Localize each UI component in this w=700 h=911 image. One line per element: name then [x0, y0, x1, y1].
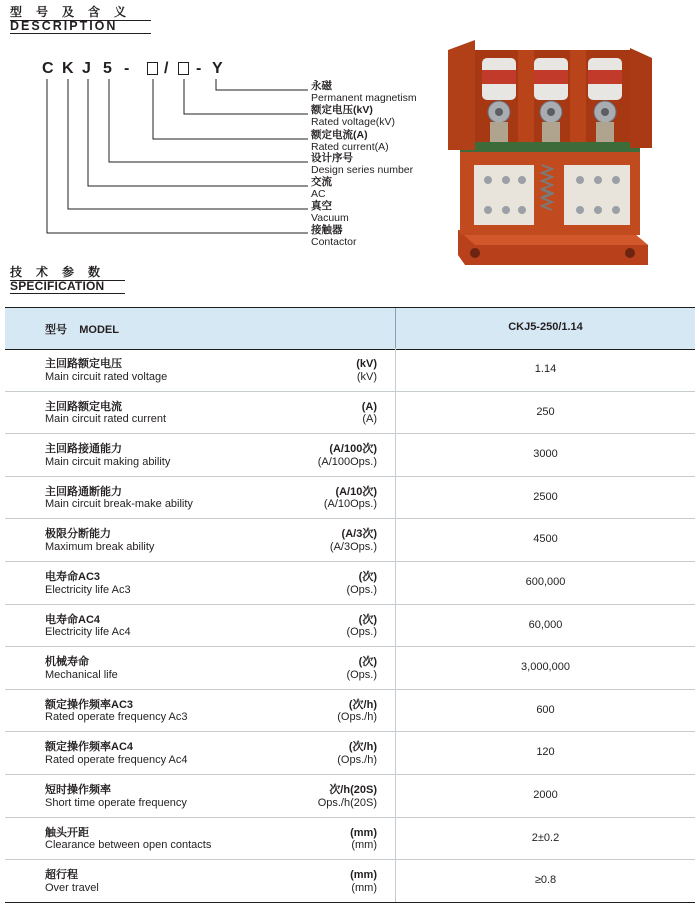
parameter-unit: 次/h(20S) Ops./h(20S) [317, 784, 377, 809]
parameter-value: 4500 [533, 533, 558, 546]
code-char-c: C [42, 60, 54, 77]
parameter-label: 主回路通断能力 Main circuit break-make ability [45, 485, 193, 511]
parameter-unit: (次/h) (Ops./h) [337, 698, 377, 724]
parameter-value: 2±0.2 [531, 831, 560, 844]
table-row [5, 859, 695, 903]
parameter-unit: (次) (Ops.) [346, 613, 377, 639]
table-row [5, 476, 695, 520]
parameter-label: 触头开距 Clearance between open contacts [45, 826, 212, 852]
parameter-label: 主回路接通能力 Main circuit making ability [45, 443, 171, 468]
model-name: CKJ5-250/1.14 [508, 321, 583, 333]
table-row [5, 731, 695, 775]
parameter-unit: (mm) (mm) [350, 826, 377, 852]
legend-contactor: 接触器 Contactor [311, 224, 357, 248]
parameter-value: 3,000,000 [521, 661, 570, 674]
table-row [5, 561, 695, 605]
legend-design-series: 设计序号 Design series number [311, 152, 414, 176]
table-row [5, 817, 695, 861]
legend-permanent-magnetism: 永磁 Permanent magnetism [311, 80, 417, 104]
parameter-unit: (次) (Ops.) [346, 571, 377, 596]
table-row [5, 774, 695, 818]
table-row [5, 391, 695, 435]
parameter-label: 超行程 Over travel [45, 869, 99, 894]
parameter-label: 主回路额定电压 Main circuit rated voltage [45, 358, 168, 383]
parameter-value: 1.14 [534, 363, 557, 375]
parameter-value: 250 [536, 405, 555, 418]
legend-vacuum: 真空 Vacuum [311, 200, 349, 224]
parameter-label: 极限分断能力 Maximum break ability [45, 528, 155, 553]
table-row [5, 604, 695, 648]
parameter-unit: (A/100次) (A/100Ops.) [317, 443, 377, 468]
table-row [5, 518, 695, 562]
legend-ac: 交流 AC [311, 176, 332, 200]
specification-title-cn: 技术参数 [10, 265, 115, 279]
model-header-label: 型号 MODEL [45, 324, 119, 336]
parameter-label: 短时操作频率 Short time operate frequency [45, 784, 187, 809]
parameter-unit: (mm) (mm) [350, 869, 377, 894]
parameter-unit: (A/3次) (A/3Ops.) [329, 528, 377, 553]
table-row [5, 646, 695, 690]
parameter-label: 主回路额定电流 Main circuit rated current [45, 400, 167, 426]
code-char-dash: - [124, 60, 130, 77]
parameter-unit: (次) (Ops.) [346, 656, 377, 681]
heading-divider [10, 280, 125, 281]
model-code-diagram [0, 0, 440, 260]
legend-rated-current: 额定电流(A) Rated current(A) [311, 129, 389, 153]
code-char-5: 5 [103, 60, 112, 77]
parameter-value: 60,000 [528, 618, 563, 631]
parameter-value: 2500 [533, 490, 558, 503]
parameter-unit: (kV) (kV) [356, 358, 377, 383]
parameter-label: 电寿命AC4 Electricity life Ac4 [45, 613, 131, 639]
parameter-value: 3000 [533, 448, 558, 461]
parameter-value: 2000 [533, 789, 558, 801]
code-char-j: J [82, 60, 91, 77]
description-title-cn: 型号及含义 [10, 5, 141, 19]
code-char-y: Y [212, 60, 223, 77]
code-char-slash: / [164, 60, 169, 77]
description-title-en: DESCRIPTION [10, 19, 118, 33]
parameter-label: 机械寿命 Mechanical life [45, 656, 118, 681]
parameter-value: ≥0.8 [534, 874, 557, 887]
table-row [5, 348, 695, 392]
specification-title-en: SPECIFICATION [10, 279, 105, 293]
code-char-dash-2: - [196, 60, 202, 77]
parameter-label: 电寿命AC3 Electricity life Ac3 [45, 571, 131, 596]
table-row [5, 689, 695, 733]
parameter-unit: (A/10次) (A/10Ops.) [323, 485, 377, 511]
parameter-value: 600,000 [525, 576, 566, 588]
parameter-label: 额定操作频率AC4 Rated operate frequency Ac4 [45, 741, 188, 766]
parameter-value: 600 [536, 703, 555, 716]
spec-table-header [5, 307, 695, 350]
specification-heading [10, 265, 125, 294]
parameter-label: 额定操作频率AC3 Rated operate frequency Ac3 [45, 698, 188, 724]
parameter-unit: (A) (A) [361, 400, 377, 426]
legend-rated-voltage: 额定电压(kV) Rated voltage(kV) [311, 104, 396, 128]
table-row [5, 433, 695, 477]
parameter-unit: (次/h) (Ops./h) [337, 741, 377, 766]
code-char-k: K [62, 60, 74, 77]
contactor-product-image [430, 40, 655, 270]
parameter-value: 120 [536, 746, 555, 759]
